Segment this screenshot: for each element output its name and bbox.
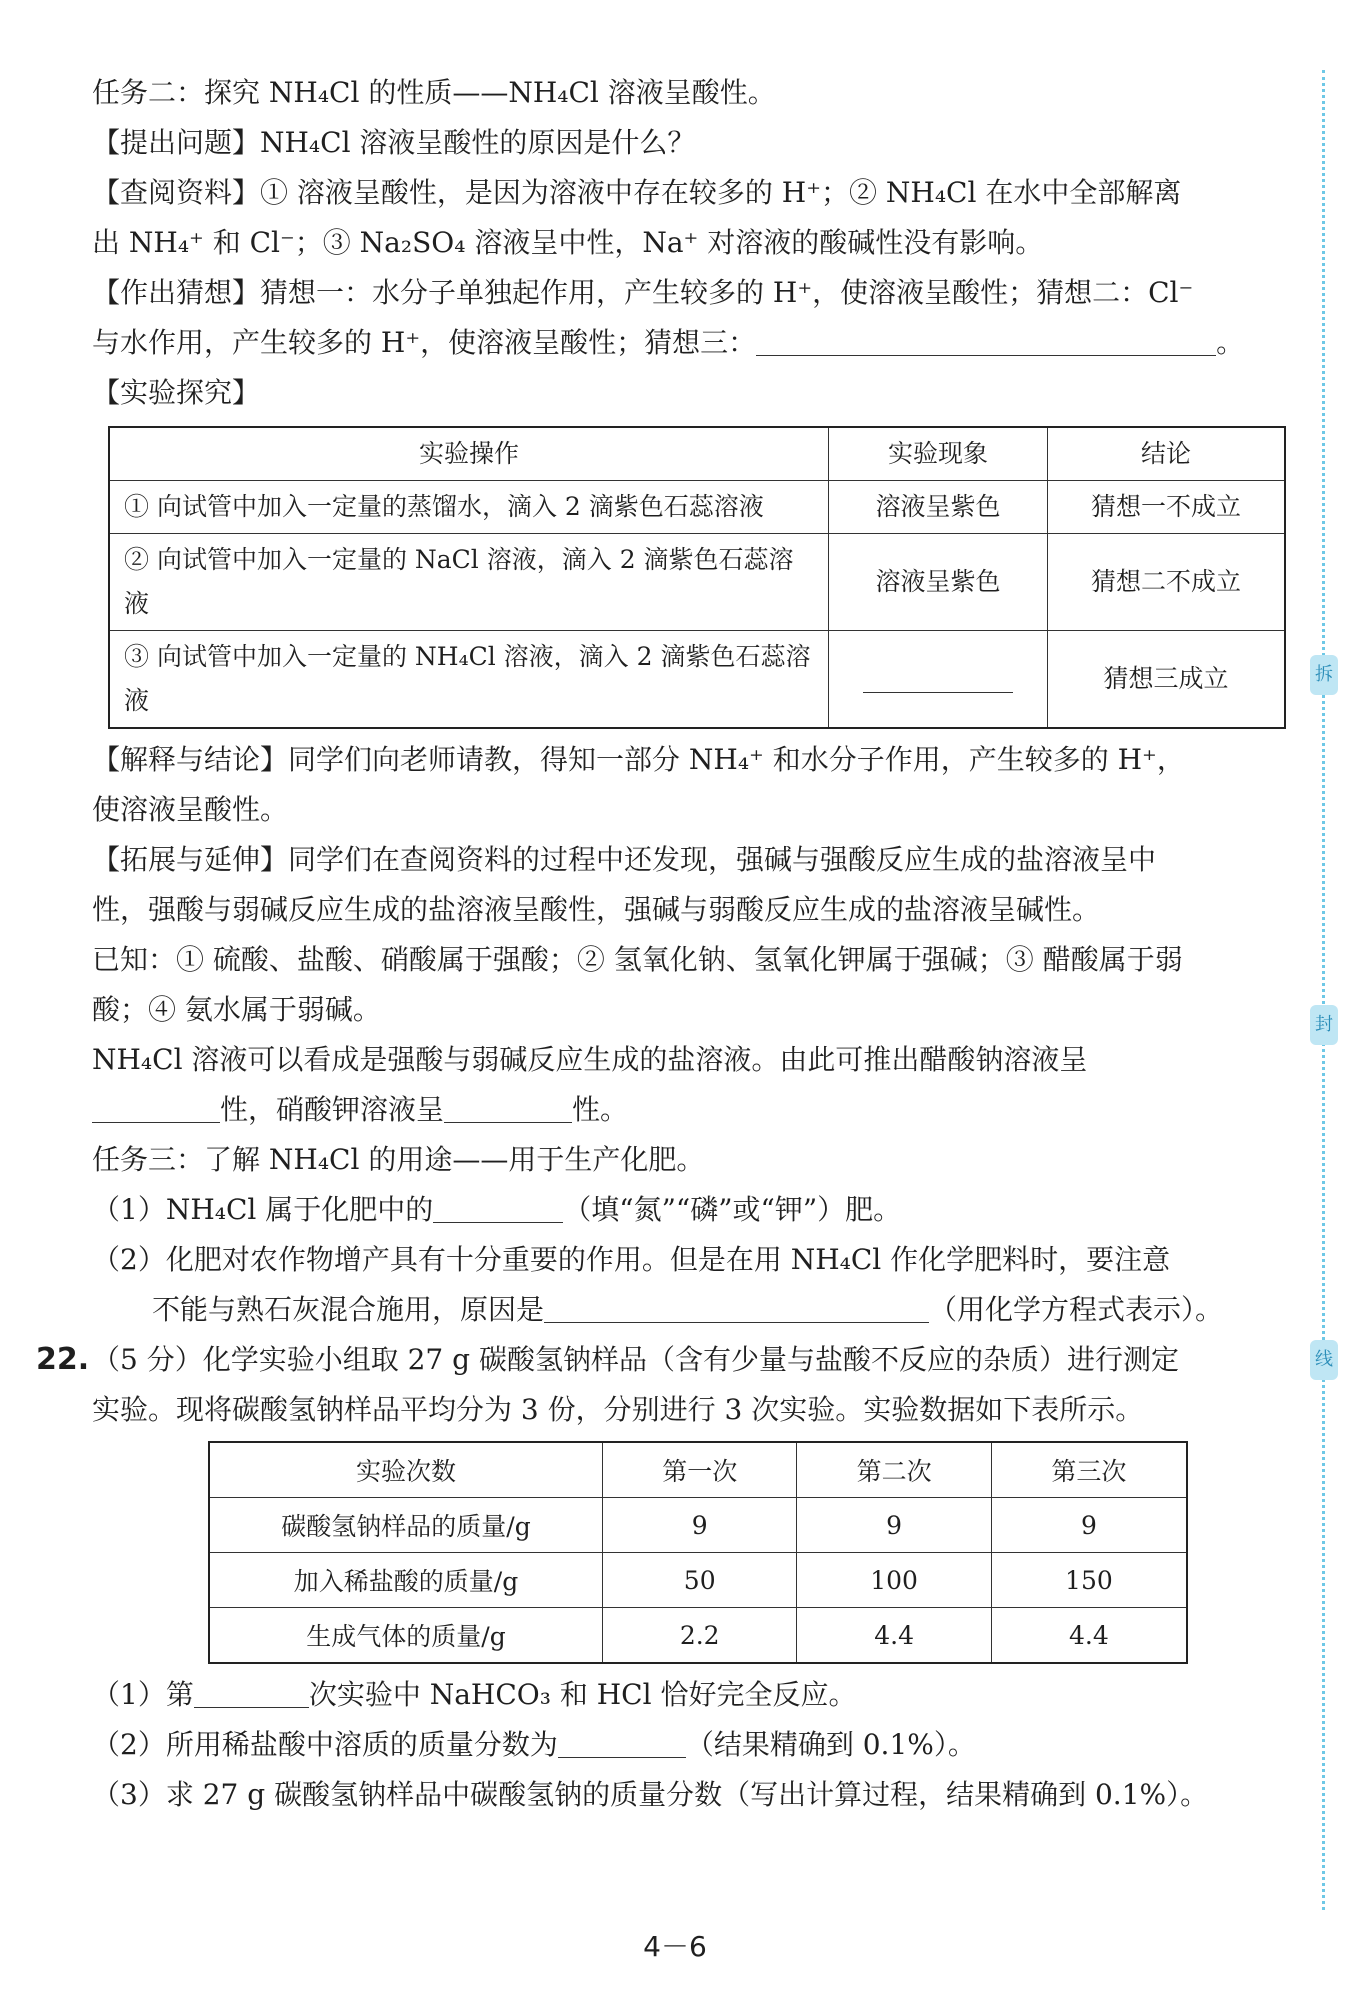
- subquestion-22-3: （3）求 27 g 碳酸氢钠样品中碳酸氢钠的质量分数（写出计算过程，结果精确到 0.1%）。: [92, 1778, 1209, 1811]
- subquestion-2-end: （用化学方程式表示）。: [929, 1293, 1224, 1326]
- explanation-paragraph-cont: 使溶液呈酸性。: [92, 793, 289, 826]
- table-cell: 4.4: [797, 1608, 991, 1664]
- subquestion-22-2: [92, 1720, 1302, 1770]
- table-row: [109, 481, 1285, 534]
- potassium-nitrate-blank[interactable]: [444, 1086, 572, 1123]
- reference-paragraph-cont: 出 NH₄⁺ 和 Cl⁻；③ Na₂SO₄ 溶液呈中性，Na⁺ 对溶液的酸碱性没有影响。: [92, 226, 1044, 259]
- table-cell: 9: [797, 1498, 991, 1553]
- experiment-heading: 【实验探究】: [92, 376, 261, 409]
- table-cell: 4.4: [991, 1608, 1187, 1664]
- row-label: 生成气体的质量/g: [209, 1608, 603, 1664]
- cut-line: [1322, 70, 1325, 1910]
- phenomenon-cell: 溶液呈紫色: [829, 481, 1048, 534]
- question-number: 22.: [36, 1342, 90, 1377]
- margin-tab-seal: 封: [1310, 1005, 1338, 1045]
- worksheet-page: [36, 68, 1302, 1820]
- inference-blanks-line: [92, 1085, 1302, 1135]
- margin-tab-line: 线: [1310, 1340, 1338, 1380]
- table-cell: 9: [603, 1498, 797, 1553]
- hypothesis-text: 与水作用，产生较多的 H⁺，使溶液呈酸性；猜想三：: [92, 326, 757, 359]
- hypothesis-paragraph-cont: [92, 318, 1302, 368]
- subquestion-1-end: （填“氮”“磷”或“钾”）肥。: [563, 1193, 902, 1226]
- table-cell: 9: [991, 1498, 1187, 1553]
- known-paragraph-cont: 酸；④ 氨水属于弱碱。: [92, 993, 381, 1026]
- row-label: 加入稀盐酸的质量/g: [209, 1553, 603, 1608]
- explanation-paragraph: 【解释与结论】同学们向老师请教，得知一部分 NH₄⁺ 和水分子作用，产生较多的 H⁺，: [92, 743, 1185, 776]
- task-three-heading: 任务三：了解 NH₄Cl 的用途——用于生产化肥。: [92, 1143, 705, 1176]
- fertilizer-type-blank[interactable]: [433, 1186, 563, 1223]
- operation-cell: ② 向试管中加入一定量的 NaCl 溶液，滴入 2 滴紫色石蕊溶液: [109, 534, 829, 631]
- subquestion-2-text: 不能与熟石灰混合施用，原因是: [152, 1293, 545, 1326]
- header-first: 第一次: [603, 1442, 797, 1498]
- subquestion-22-1-text: （1）第: [92, 1678, 194, 1711]
- trial-number-blank[interactable]: [194, 1671, 309, 1708]
- question-22: [36, 1335, 1302, 1385]
- question-22-text: （5 分）化学实验小组取 27 g 碳酸氢钠样品（含有少量与盐酸不反应的杂质）进行测定: [92, 1343, 1179, 1376]
- inference-paragraph: NH₄Cl 溶液可以看成是强酸与弱碱反应生成的盐溶液。由此可推出醋酸钠溶液呈: [92, 1043, 1088, 1076]
- table-header-row: [209, 1442, 1187, 1498]
- page-number: 4－6: [643, 1930, 707, 1963]
- margin-tab-cut: 拆: [1310, 655, 1338, 695]
- phenomenon-cell: 溶液呈紫色: [829, 534, 1048, 631]
- conclusion-cell: 猜想三成立: [1048, 631, 1286, 729]
- subquestion-22-1: [92, 1670, 1302, 1720]
- table-row: [209, 1553, 1187, 1608]
- task-two-heading: 任务二：探究 NH₄Cl 的性质——NH₄Cl 溶液呈酸性。: [92, 76, 776, 109]
- header-third: 第三次: [991, 1442, 1187, 1498]
- table-row: [209, 1498, 1187, 1553]
- subquestion-22-2-end: （结果精确到 0.1%）。: [685, 1728, 976, 1761]
- sodium-acetate-blank[interactable]: [92, 1086, 220, 1123]
- table-row: [109, 534, 1285, 631]
- conclusion-cell: 猜想一不成立: [1048, 481, 1286, 534]
- question-paragraph: 【提出问题】NH₄Cl 溶液呈酸性的原因是什么？: [92, 126, 696, 159]
- subquestion-2-cont: [92, 1285, 1302, 1335]
- reference-paragraph: 【查阅资料】① 溶液呈酸性，是因为溶液中存在较多的 H⁺；② NH₄Cl 在水中全部解离: [92, 176, 1182, 209]
- header-second: 第二次: [797, 1442, 991, 1498]
- hypothesis-three-blank[interactable]: [756, 319, 1216, 356]
- subquestion-1-text: （1）NH₄Cl 属于化肥中的: [92, 1193, 434, 1226]
- experiment-table: [108, 426, 1286, 729]
- table-cell: 150: [991, 1553, 1187, 1608]
- header-conclusion: 结论: [1048, 427, 1286, 481]
- table-row: [109, 631, 1285, 729]
- inference-end: 性。: [572, 1093, 629, 1126]
- table-cell: 50: [603, 1553, 797, 1608]
- table-cell: 2.2: [603, 1608, 797, 1664]
- subquestion-2: （2）化肥对农作物增产具有十分重要的作用。但是在用 NH₄Cl 作化学肥料时，要注意: [92, 1243, 1171, 1276]
- phenomenon-blank[interactable]: [863, 656, 1013, 693]
- subquestion-22-2-text: （2）所用稀盐酸中溶质的质量分数为: [92, 1728, 558, 1761]
- data-table: [208, 1441, 1188, 1664]
- extension-paragraph-cont: 性，强酸与弱碱反应生成的盐溶液呈酸性，强碱与弱酸反应生成的盐溶液呈碱性。: [92, 893, 1101, 926]
- hypothesis-paragraph: 【作出猜想】猜想一：水分子单独起作用，产生较多的 H⁺，使溶液呈酸性；猜想二：Cl⁻: [92, 276, 1194, 309]
- mass-fraction-blank[interactable]: [558, 1721, 686, 1758]
- row-label: 碳酸氢钠样品的质量/g: [209, 1498, 603, 1553]
- table-row: [209, 1608, 1187, 1664]
- extension-paragraph: 【拓展与延伸】同学们在查阅资料的过程中还发现，强碱与强酸反应生成的盐溶液呈中: [92, 843, 1157, 876]
- conclusion-cell: 猜想二不成立: [1048, 534, 1286, 631]
- equation-blank[interactable]: [544, 1286, 929, 1323]
- header-phenomenon: 实验现象: [829, 427, 1048, 481]
- hypothesis-end: 。: [1216, 326, 1245, 359]
- header-operation: 实验操作: [109, 427, 829, 481]
- operation-cell: ③ 向试管中加入一定量的 NH₄Cl 溶液，滴入 2 滴紫色石蕊溶液: [109, 631, 829, 729]
- header-trial: 实验次数: [209, 1442, 603, 1498]
- table-header-row: [109, 427, 1285, 481]
- known-paragraph: 已知：① 硫酸、盐酸、硝酸属于强酸；② 氢氧化钠、氢氧化钾属于强碱；③ 醋酸属于弱: [92, 943, 1183, 976]
- inference-text: 性，硝酸钾溶液呈: [220, 1093, 445, 1126]
- subquestion-22-1-end: 次实验中 NaHCO₃ 和 HCl 恰好完全反应。: [308, 1678, 857, 1711]
- question-22-cont: 实验。现将碳酸氢钠样品平均分为 3 份，分别进行 3 次实验。实验数据如下表所示。: [92, 1393, 1144, 1426]
- phenomenon-cell: [829, 631, 1048, 729]
- subquestion-1: [92, 1185, 1302, 1235]
- table-cell: 100: [797, 1553, 991, 1608]
- operation-cell: ① 向试管中加入一定量的蒸馏水，滴入 2 滴紫色石蕊溶液: [109, 481, 829, 534]
